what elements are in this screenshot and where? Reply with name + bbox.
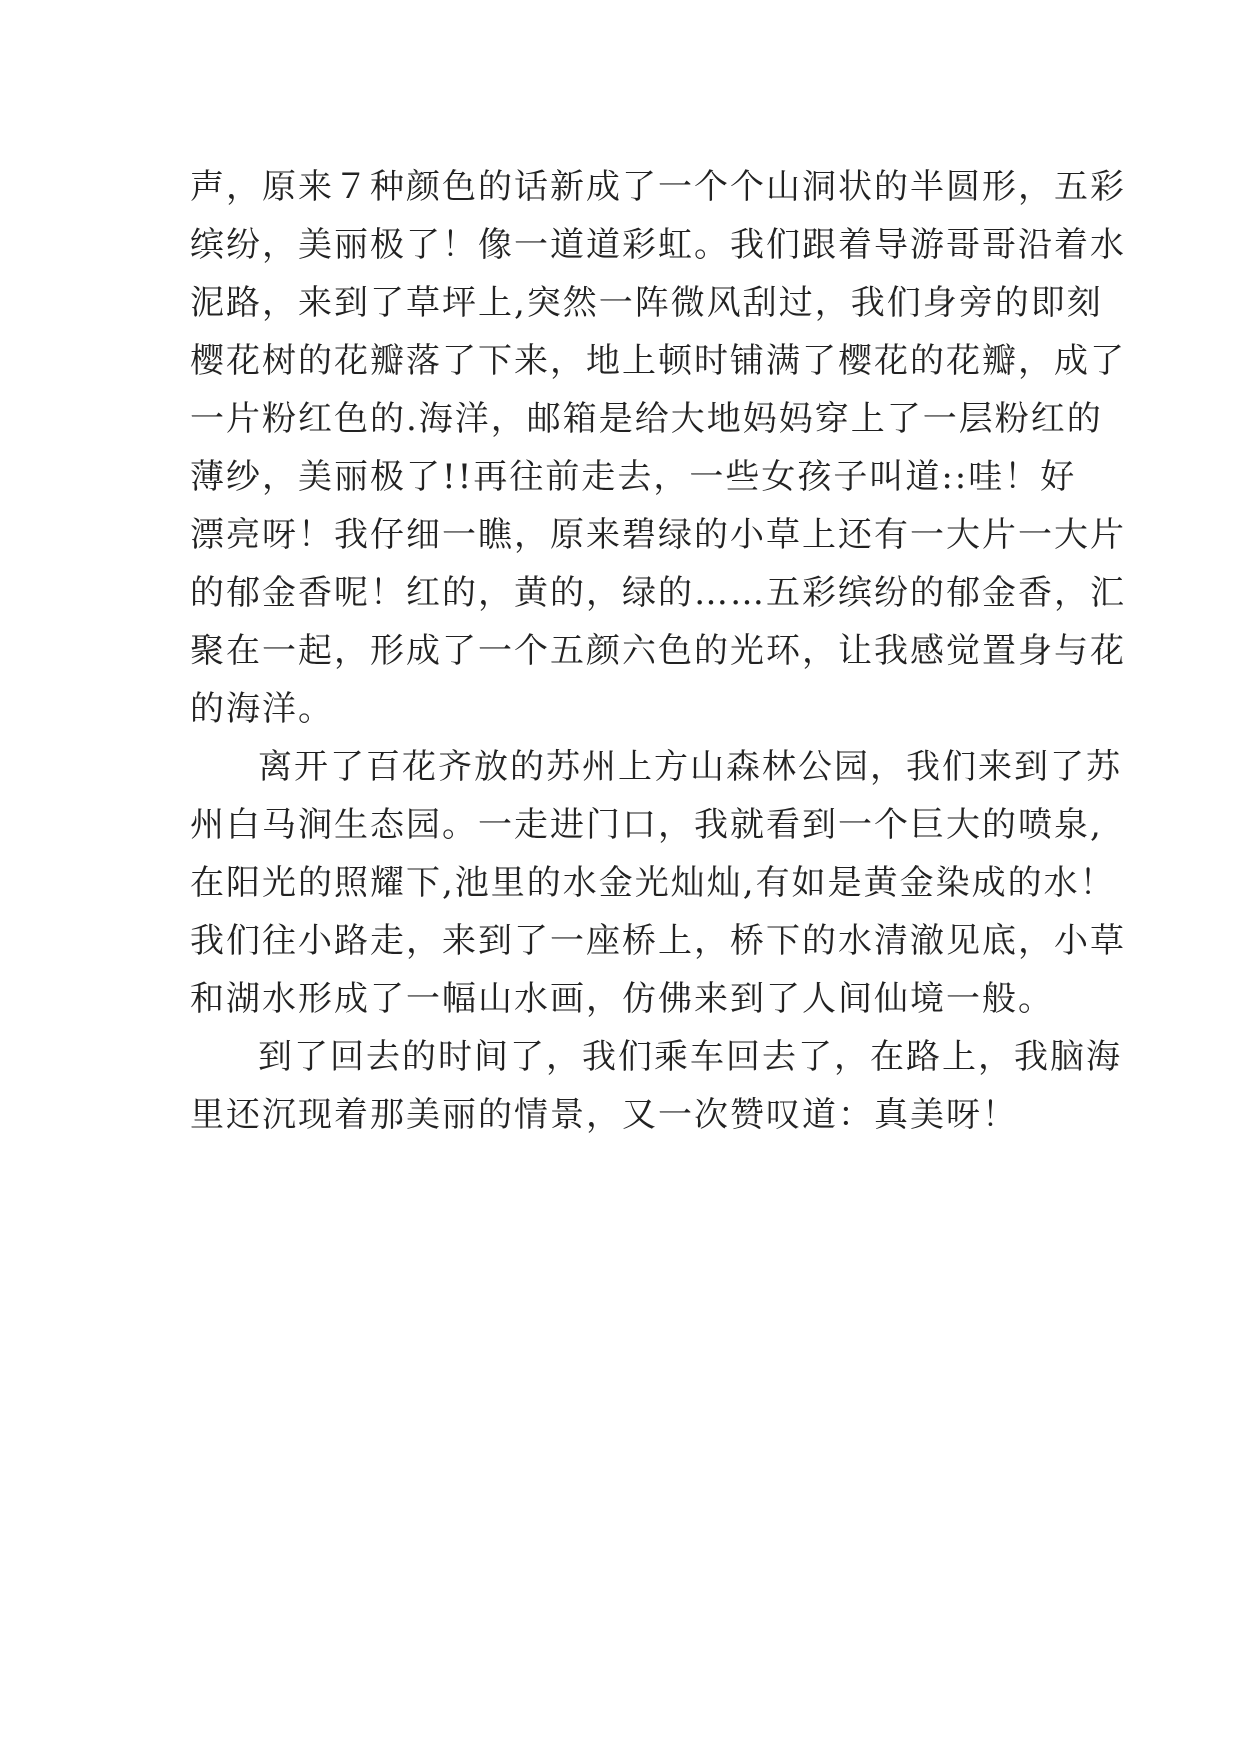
text-line: 州白马涧生态园。一走进门口，我就看到一个巨大的喷泉, xyxy=(190,805,1103,845)
text-line: 漂亮呀！我仔细一瞧，原来碧绿的小草上还有一大片一大片 xyxy=(190,515,1126,555)
text-line: 一片粉红色的.海洋，邮箱是给大地妈妈穿上了一层粉红的 xyxy=(190,399,1103,439)
text-line: 在阳光的照耀下,池里的水金光灿灿,有如是黄金染成的水！ xyxy=(190,863,1116,903)
text-line: 我们往小路走，来到了一座桥上，桥下的水清澈见底，小草 xyxy=(190,921,1126,961)
text-line: 里还沉现着那美丽的情景，又一次赞叹道：真美呀！ xyxy=(190,1095,1018,1135)
paragraph-2 xyxy=(190,738,1126,1028)
text-line: 离开了百花齐放的苏州上方山森林公园，我们来到了苏 xyxy=(258,747,1122,787)
text-line: 缤纷，美丽极了！像一道道彩虹。我们跟着导游哥哥沿着水 xyxy=(190,225,1126,265)
text-line: 薄纱，美丽极了!!再往前走去，一些女孩子叫道::哇！好 xyxy=(190,457,1077,497)
text-line: 聚在一起，形成了一个五颜六色的光环，让我感觉置身与花 xyxy=(190,631,1126,671)
text-line: 到了回去的时间了，我们乘车回去了，在路上，我脑海 xyxy=(258,1037,1122,1077)
text-line: 声，原来７种颜色的话新成了一个个山洞状的半圆形，五彩 xyxy=(190,167,1126,207)
text-line: 樱花树的花瓣落了下来，地上顿时铺满了樱花的花瓣，成了 xyxy=(190,341,1126,381)
paragraph-1 xyxy=(190,158,1126,738)
text-line: 泥路，来到了草坪上,突然一阵微风刮过，我们身旁的即刻 xyxy=(190,283,1103,323)
text-line: 的郁金香呢！红的，黄的，绿的……五彩缤纷的郁金香，汇 xyxy=(190,573,1126,613)
text-line: 的海洋。 xyxy=(190,689,334,729)
essay-body xyxy=(190,158,1126,1144)
paragraph-3 xyxy=(190,1028,1122,1144)
text-line: 和湖水形成了一幅山水画，仿佛来到了人间仙境一般。 xyxy=(190,979,1054,1019)
